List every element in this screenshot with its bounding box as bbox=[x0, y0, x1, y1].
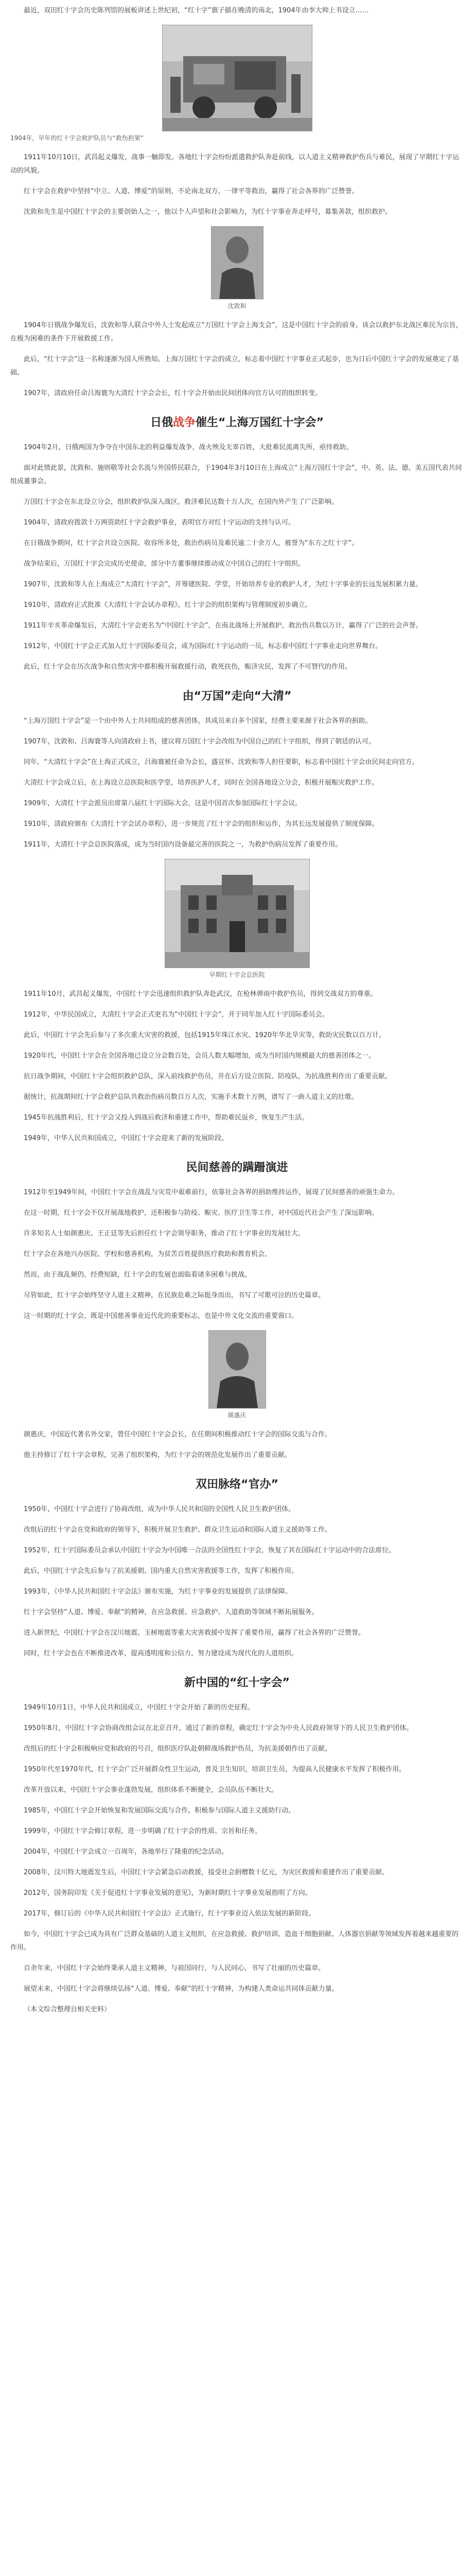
paragraph: 尽管如此，红十字会始终坚守人道主义精神，在民族危难之际挺身而出，书写了可歌可泣的历史篇章。 bbox=[24, 1292, 325, 1299]
paragraph: 沈敦和先生是中国红十字会的主要创始人之一，他以个人声望和社会影响力，为红十字事业奔走呼号，募集善款，组织救护。 bbox=[24, 208, 392, 216]
section-heading: 双田脉络“官办” bbox=[196, 1478, 278, 1491]
paragraph: 此后，中国红十字会先后参与了多次重大灾害的救援，包括1915年珠江水灾、1920年华北旱灾等，救助灾民数以百万计。 bbox=[24, 1031, 386, 1039]
paragraph: 同年，“大清红十字会”在上海正式成立，吕海寰被任命为会长，盛宣怀、沈敦和等人担任要职，标志着中国红十字会由民间走向官方。 bbox=[24, 758, 419, 766]
paragraph: 战争结束后，万国红十字会完成历史使命，部分中方董事继续推动成立中国自己的红十字组织。 bbox=[24, 560, 305, 568]
paragraph: 改组后的红十字会在党和政府的领导下，积极开展卫生救护、群众卫生运动和国际人道主义援助等工作。 bbox=[24, 1526, 332, 1534]
paragraph: 1904年2月，日俄两国为争夺在中国东北的利益爆发战争，战火殃及无辜百姓，大批难民流离失所，亟待救助。 bbox=[24, 444, 353, 451]
paragraph: 1952年，红十字国际委员会承认中国红十字会为中国唯一合法的全国性红十字会，恢复了其在国际红十字运动中的合法席位。 bbox=[24, 1547, 396, 1554]
photo-caption: 颜惠庆 bbox=[227, 1412, 247, 1419]
paragraph: 1912年，中华民国成立，大清红十字会正式更名为“中国红十字会”，并于同年加入红十字国际委员会。 bbox=[24, 1011, 329, 1019]
paragraph: “上海万国红十字会”是一个由中外人士共同组成的慈善团体，其成员来自多个国家，经费主要来源于社会各界的捐助。 bbox=[24, 717, 372, 725]
section-heading: 日俄战争催生“上海万国红十字会” bbox=[150, 416, 324, 429]
paragraph: 万国红十字会在东北设立分会，组织救护队深入战区，救济难民达数十万人次，在国内外产生了广泛影响。 bbox=[24, 498, 339, 506]
paragraph: 1993年，《中华人民共和国红十字会法》颁布实施，为红十字事业的发展提供了法律保障。 bbox=[24, 1588, 292, 1596]
paragraph: 2012年，国务院印发《关于促进红十字事业发展的意见》，为新时期红十字事业发展指明了方向。 bbox=[24, 1889, 312, 1897]
paragraph: 许多知名人士如颜惠庆、王正廷等先后担任红十字会领导职务，推动了红十字事业的发展壮大。 bbox=[24, 1230, 305, 1238]
paragraph: 他主持修订了红十字会章程，完善了组织架构，为红十字会的规范化发展作出了重要贡献。 bbox=[24, 1451, 292, 1459]
paragraph: 1920年代，中国红十字会在全国各地已设立分会数百处，会员人数大幅增加，成为当时国内规模最大的慈善团体之一。 bbox=[24, 1052, 376, 1060]
paragraph: 红十字会在各地兴办医院、学校和慈善机构，为贫苦百姓提供医疗救助和教育机会。 bbox=[24, 1250, 272, 1258]
paragraph: 这一时期的红十字会，既是中国慈善事业近代化的重要标志，也是中外文化交流的重要窗口。 bbox=[24, 1312, 299, 1320]
paragraph: 1907年，沈敦和等人在上海成立“大清红十字会”，并筹建医院、学堂，开始培养专业的救护人才，为红十字事业的长远发展积累力量。 bbox=[24, 581, 423, 588]
photo-caption: 1904年，早年的红十字会救护队员与“救伤担架” bbox=[10, 134, 144, 142]
section-heading: 由“万国”走向“大清” bbox=[182, 690, 292, 703]
paragraph: 在日俄战争期间，红十字会共设立医院、收容所多处，救治伤病员及难民逾二十余万人，被誉为“东方之红十字”。 bbox=[24, 539, 359, 547]
paragraph: 红十字会在救护中坚持“中立、人道、博爱”的原则，不论南北双方，一律平等救治，赢得了社会各界的广泛赞誉。 bbox=[24, 188, 359, 195]
section-heading: 民间慈善的蹒跚演进 bbox=[186, 1161, 288, 1174]
paragraph: 同时，红十字会也在不断推进改革，提高透明度和公信力，努力建设成为现代化的人道组织。 bbox=[24, 1650, 299, 1657]
paragraph: 1910年，清政府颁布《大清红十字会试办章程》，进一步规范了红十字会的组织和运作，为其长远发展提供了制度保障。 bbox=[24, 820, 379, 828]
paragraph: 1910年，清政府正式批准《大清红十字会试办章程》，红十字会的组织架构与管理制度初步确立。 bbox=[24, 601, 312, 609]
paragraph: 1911年10月，武昌起义爆发，中国红十字会迅速组织救护队奔赴武汉，在枪林弹雨中救护伤员，得到交战双方的尊重。 bbox=[24, 990, 377, 998]
paragraph: 改革开放以来，中国红十字会事业蓬勃发展，组织体系不断健全，会员队伍不断壮大。 bbox=[24, 1786, 278, 1794]
portrait-photo bbox=[211, 226, 264, 299]
paragraph: 1950年，中国红十字会进行了协商改组，成为中华人民共和国的全国性人民卫生救护团体。 bbox=[24, 1505, 295, 1513]
paragraph: 面对此情此景，沈敦和、施则敬等社会名流与外国侨民联合，于1904年3月10日在上海成立“上海万国红十字会”，中、英、法、德、美五国代表共同组成董事会。 bbox=[10, 464, 462, 485]
paragraph: 展望未来，中国红十字会将继续弘扬“人道、博爱、奉献”的红十字精神，为构建人类命运共同体贡献力量。 bbox=[24, 1985, 339, 1993]
paragraph: 1950年8月，中国红十字会协商改组会议在北京召开，通过了新的章程，确定红十字会为中央人民政府领导下的人民卫生救护团体。 bbox=[24, 1724, 413, 1732]
portrait-photo bbox=[208, 1330, 266, 1409]
paragraph: 2008年，汶川特大地震发生后，中国红十字会紧急启动救援，接受社会捐赠数十亿元，为灾区救援和重建作出了重要贡献。 bbox=[24, 1869, 389, 1876]
intro-paragraph: 最近，双田红十字会历史陈列馆的展板讲述上世纪初，“红十字”旗子插在晚清的南北，1904年由李大帅上书设立…… bbox=[24, 7, 369, 14]
paragraph: 此后，红十字会在历次战争和自然灾害中都积极开展救援行动，救死扶伤，赈济灾民，发挥了不可替代的作用。 bbox=[24, 663, 352, 671]
paragraph: 1904年日俄战争爆发后，沈敦和等人联合中外人士发起成立“万国红十字会上海支会”，这是中国红十字会的前身。该会以救护东北战区难民为宗旨，在极为困难的条件下开展救援工作。 bbox=[10, 321, 463, 343]
paragraph: 1985年，中国红十字会开始恢复和发展国际交流与合作，积极参与国际人道主义援助行动。 bbox=[24, 1807, 295, 1815]
paragraph: 1911年10月10日，武昌起义爆发，战事一触即发。各地红十字会纷纷派遣救护队奔赴前线，以人道主义精神救护伤兵与难民，展现了早期红十字运动的风貌。 bbox=[10, 154, 460, 175]
article bbox=[0, 4, 474, 2016]
paragraph: 此后，“红十字会”这一名称逐渐为国人所熟知。上海万国红十字会的成立，标志着中国红十字事业正式起步，也为日后中国红十字会的发展奠定了基础。 bbox=[10, 355, 459, 377]
paragraph: 改组后的红十字会积极响应党和政府的号召，组织医疗队赴朝鲜战场救护伤员，为抗美援朝作出了贡献。 bbox=[24, 1745, 332, 1753]
paragraph: 如今，中国红十字会已成为具有广泛群众基础的人道主义组织，在应急救援、救护培训、造血干细胞捐献、人体器官捐献等领域发挥着越来越重要的作用。 bbox=[10, 1930, 459, 1952]
paragraph: 1912年，中国红十字会正式加入红十字国际委员会，成为国际红十字运动的一员，标志着中国红十字事业走向世界舞台。 bbox=[24, 642, 382, 650]
paragraph: 1950年代至1970年代，红十字会广泛开展群众性卫生运动，普及卫生知识，培训卫生员，为提高人民健康水平发挥了积极作用。 bbox=[24, 1766, 406, 1773]
photo-caption: 沈敦和 bbox=[227, 302, 247, 310]
paragraph: 1909年，大清红十字会派员出席第八届红十字国际大会，这是中国首次参加国际红十字会议。 bbox=[24, 800, 302, 807]
paragraph: 1911年，大清红十字会总医院落成，成为当时国内设备最完善的医院之一，为救护伤病员发挥了重要作用。 bbox=[24, 841, 342, 849]
paragraph: 在这一时期，红十字会不仅开展战地救护，还积极参与防疫、赈灾、医疗卫生等工作，对中国近代社会产生了深远影响。 bbox=[24, 1209, 379, 1217]
paragraph: 1912年至1949年间，中国红十字会在战乱与灾荒中艰难前行，依靠社会各界的捐助维持运作，展现了民间慈善的顽强生命力。 bbox=[24, 1189, 399, 1196]
paragraph: 1907年，清政府任命吕海寰为大清红十字会会长，红十字会开始由民间团体向官方认可的组织转变。 bbox=[24, 389, 322, 397]
paragraph: 1904年，清政府拨款十万两资助红十字会救护事业，表明官方对红十字运动的支持与认可。 bbox=[24, 519, 295, 527]
paragraph: 颜惠庆，中国近代著名外交家，曾任中国红十字会会长，在任期间积极推动红十字会的国际交流与合作。 bbox=[24, 1431, 332, 1438]
section-heading: 新中国的“红十字会” bbox=[184, 1676, 290, 1689]
paragraph: 大清红十字会成立后，在上海设立总医院和医学堂，培养医护人才，同时在全国各地设立分会，积极开展赈灾救护工作。 bbox=[24, 779, 379, 787]
paragraph: 抗日战争期间，中国红十字会组织救护总队，深入前线救护伤员，并在后方设立医院、防疫队，为抗战胜利作出了重要贡献。 bbox=[24, 1073, 392, 1080]
historic-photo-building bbox=[165, 859, 310, 968]
photo-caption: 早期红十字会总医院 bbox=[209, 971, 265, 978]
paragraph: 1949年10月1日，中华人民共和国成立，中国红十字会开始了新的历史征程。 bbox=[24, 1704, 254, 1711]
paragraph: 1999年，中国红十字会修订章程，进一步明确了红十字会的性质、宗旨和任务。 bbox=[24, 1827, 262, 1835]
paragraph: 此后，中国红十字会先后参与了抗美援朝、国内重大自然灾害救援等工作，发挥了积极作用。 bbox=[24, 1567, 299, 1575]
paragraph: 1911年辛亥革命爆发后，大清红十字会更名为“中国红十字会”，在南北战场上开展救护，救治伤兵数以万计，赢得了广泛的社会声誉。 bbox=[24, 622, 423, 630]
paragraph: 红十字会坚持“人道、博爱、奉献”的精神，在应急救援、应急救护、人道救助等领域不断拓展服务。 bbox=[24, 1608, 319, 1616]
historic-photo-ambulance bbox=[162, 25, 312, 131]
paragraph: 2017年，修订后的《中华人民共和国红十字会法》正式施行，红十字事业迈入依法发展的新阶段。 bbox=[24, 1910, 315, 1918]
paragraph: 然而，由于战乱频仍、经费短缺，红十字会的发展也面临着诸多困难与挑战。 bbox=[24, 1271, 252, 1279]
paragraph: （本文综合整理自相关史料） bbox=[24, 2006, 111, 2013]
paragraph: 进入新世纪，中国红十字会在汶川地震、玉树地震等重大灾害救援中发挥了重要作用，赢得了社会各界的广泛赞誉。 bbox=[24, 1629, 365, 1637]
paragraph: 1949年，中华人民共和国成立，中国红十字会迎来了新的发展阶段。 bbox=[24, 1134, 229, 1142]
paragraph: 据统计，抗战期间红十字会救护总队共救治伤病员数百万人次，实施手术数十万例，谱写了一曲人道主义的壮歌。 bbox=[24, 1093, 359, 1101]
paragraph: 1907年，沈敦和、吕海寰等人向清政府上书，建议将万国红十字会改组为中国自己的红十字组织，得到了朝廷的认可。 bbox=[24, 738, 376, 745]
paragraph: 1945年抗战胜利后，红十字会又投入到战后救济和重建工作中，帮助难民返乡，恢复生产生活。 bbox=[24, 1114, 309, 1122]
paragraph: 2004年，中国红十字会成立一百周年，各地举行了隆重的纪念活动。 bbox=[24, 1848, 229, 1856]
paragraph: 百余年来，中国红十字会始终秉承人道主义精神，与祖国同行，与人民同心，书写了壮丽的历史篇章。 bbox=[24, 1964, 325, 1972]
